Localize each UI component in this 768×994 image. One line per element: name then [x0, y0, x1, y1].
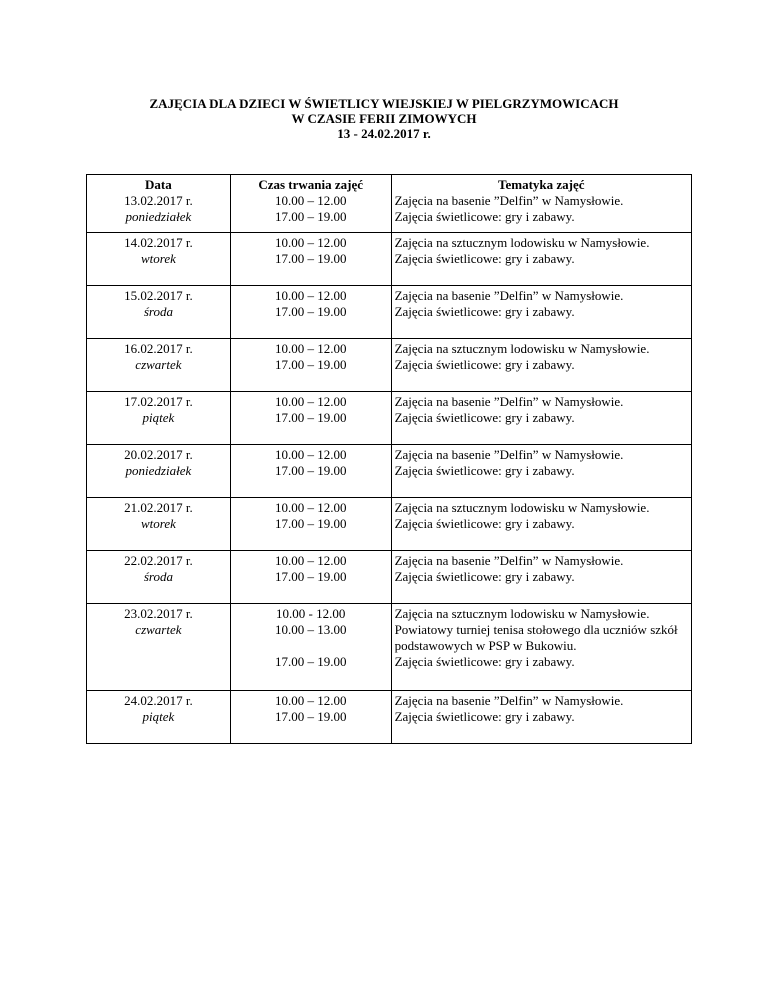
- topic-text: Zajęcia świetlicowe: gry i zabawy.: [394, 569, 575, 584]
- topic-text: Zajęcia świetlicowe: gry i zabawy.: [394, 516, 575, 531]
- table-row: [87, 445, 692, 498]
- topic-cell: [391, 392, 691, 445]
- topic-text: Zajęcia na sztucznym lodowisku w Namysłowie.: [394, 500, 650, 515]
- table-row: [87, 233, 692, 286]
- date-cell: [87, 691, 231, 744]
- topic-text: Zajęcia na basenie ”Delfin” w Namysłowie.: [394, 553, 624, 568]
- time-text: 10.00 – 12.00: [274, 693, 347, 708]
- table-row: [87, 339, 692, 392]
- topic-text: Zajęcia świetlicowe: gry i zabawy.: [394, 304, 575, 319]
- date-text: 13.02.2017 r.: [124, 193, 193, 208]
- date-text: 17.02.2017 r.: [124, 394, 193, 409]
- time-text: 10.00 – 12.00: [274, 447, 347, 462]
- topic-text: Zajęcia na sztucznym lodowisku w Namysłowie.: [394, 606, 650, 621]
- topic-text: Zajęcia na sztucznym lodowisku w Namysłowie.: [394, 341, 650, 356]
- time-text: 17.00 – 19.00: [274, 709, 347, 724]
- topic-text: Zajęcia na sztucznym lodowisku w Namysłowie.: [394, 235, 650, 250]
- topic-text: Zajęcia świetlicowe: gry i zabawy.: [394, 410, 575, 425]
- title-line-2: W CZASIE FERII ZIMOWYCH: [291, 111, 477, 126]
- topic-text: Zajęcia na basenie ”Delfin” w Namysłowie.: [394, 288, 624, 303]
- time-text: 10.00 – 12.00: [274, 394, 347, 409]
- weekday-text: poniedziałek: [125, 463, 192, 478]
- time-text: 17.00 – 19.00: [274, 209, 347, 224]
- table-row: [87, 392, 692, 445]
- time-text: 10.00 – 12.00: [274, 553, 347, 568]
- time-cell: [230, 175, 391, 233]
- header-time: Czas trwania zajęć: [258, 177, 364, 192]
- weekday-text: wtorek: [140, 251, 176, 266]
- time-text: 17.00 – 19.00: [274, 654, 347, 669]
- weekday-text: środa: [143, 304, 173, 319]
- time-cell: [230, 551, 391, 604]
- time-text: 10.00 – 12.00: [274, 193, 347, 208]
- title-line-1: ZAJĘCIA DLA DZIECI W ŚWIETLICY WIEJSKIEJ W PIELGRZYMOWICACH: [149, 96, 619, 111]
- date-cell: [87, 392, 231, 445]
- date-cell: [87, 604, 231, 691]
- date-text: 21.02.2017 r.: [124, 500, 193, 515]
- date-text: 15.02.2017 r.: [124, 288, 193, 303]
- topic-cell: [391, 691, 691, 744]
- date-cell: [87, 498, 231, 551]
- topic-cell: [391, 604, 691, 691]
- time-cell: [230, 286, 391, 339]
- topic-cell: [391, 175, 691, 233]
- time-cell: [230, 498, 391, 551]
- weekday-text: piątek: [142, 410, 175, 425]
- time-cell: [230, 445, 391, 498]
- topic-text: Zajęcia na basenie ”Delfin” w Namysłowie.: [394, 394, 624, 409]
- time-text: 17.00 – 19.00: [274, 463, 347, 478]
- time-text: 10.00 – 12.00: [274, 235, 347, 250]
- time-text: 17.00 – 19.00: [274, 304, 347, 319]
- topic-text: Zajęcia na basenie ”Delfin” w Namysłowie.: [394, 193, 624, 208]
- date-cell: [87, 233, 231, 286]
- topic-text: Zajęcia świetlicowe: gry i zabawy.: [394, 709, 575, 724]
- time-cell: [230, 691, 391, 744]
- topic-cell: [391, 286, 691, 339]
- time-text: 17.00 – 19.00: [274, 410, 347, 425]
- date-text: 22.02.2017 r.: [124, 553, 193, 568]
- table-row: [87, 551, 692, 604]
- date-cell: [87, 445, 231, 498]
- topic-cell: [391, 233, 691, 286]
- topic-cell: [391, 339, 691, 392]
- topic-cell: [391, 445, 691, 498]
- time-text: 10.00 – 12.00: [274, 341, 347, 356]
- topic-text: Powiatowy turniej tenisa stołowego dla uczniów szkół podstawowych w PSP w Bukowiu.: [394, 622, 678, 653]
- weekday-text: czwartek: [135, 357, 182, 372]
- time-text: 10.00 - 12.00: [276, 606, 346, 621]
- topic-text: Zajęcia świetlicowe: gry i zabawy.: [394, 209, 575, 224]
- topic-text: Zajęcia świetlicowe: gry i zabawy.: [394, 463, 575, 478]
- date-cell: [87, 286, 231, 339]
- time-text: 10.00 – 13.00: [274, 622, 347, 637]
- time-cell: [230, 339, 391, 392]
- time-cell: [230, 392, 391, 445]
- title-line-3: 13 - 24.02.2017 r.: [337, 126, 431, 141]
- topic-text: Zajęcia świetlicowe: gry i zabawy.: [394, 357, 575, 372]
- time-text: 17.00 – 19.00: [274, 251, 347, 266]
- table-row: [87, 498, 692, 551]
- table-row: [87, 604, 692, 691]
- time-cell: [230, 233, 391, 286]
- date-text: 23.02.2017 r.: [124, 606, 193, 621]
- topic-text: Zajęcia świetlicowe: gry i zabawy.: [394, 251, 575, 266]
- schedule-table: [86, 174, 692, 744]
- table-row: [87, 691, 692, 744]
- header-topic: Tematyka zajęć: [498, 177, 585, 192]
- table-row: [87, 286, 692, 339]
- time-text: 10.00 – 12.00: [274, 288, 347, 303]
- weekday-text: czwartek: [135, 622, 182, 637]
- date-cell: [87, 175, 231, 233]
- time-text: 17.00 – 19.00: [274, 516, 347, 531]
- topic-cell: [391, 498, 691, 551]
- table-row: [87, 175, 692, 233]
- date-text: 14.02.2017 r.: [124, 235, 193, 250]
- time-text: 17.00 – 19.00: [274, 569, 347, 584]
- topic-text: Zajęcia na basenie ”Delfin” w Namysłowie.: [394, 693, 624, 708]
- date-text: 24.02.2017 r.: [124, 693, 193, 708]
- weekday-text: poniedziałek: [125, 209, 192, 224]
- weekday-text: środa: [143, 569, 173, 584]
- time-cell: [230, 604, 391, 691]
- weekday-text: wtorek: [140, 516, 176, 531]
- date-text: 16.02.2017 r.: [124, 341, 193, 356]
- weekday-text: piątek: [142, 709, 175, 724]
- date-cell: [87, 339, 231, 392]
- topic-text: Zajęcia świetlicowe: gry i zabawy.: [394, 654, 575, 669]
- time-text: 10.00 – 12.00: [274, 500, 347, 515]
- date-text: 20.02.2017 r.: [124, 447, 193, 462]
- time-text: 17.00 – 19.00: [274, 357, 347, 372]
- topic-text: Zajęcia na basenie ”Delfin” w Namysłowie.: [394, 447, 624, 462]
- document-title: [0, 96, 768, 141]
- topic-cell: [391, 551, 691, 604]
- header-date: Data: [145, 177, 172, 192]
- date-cell: [87, 551, 231, 604]
